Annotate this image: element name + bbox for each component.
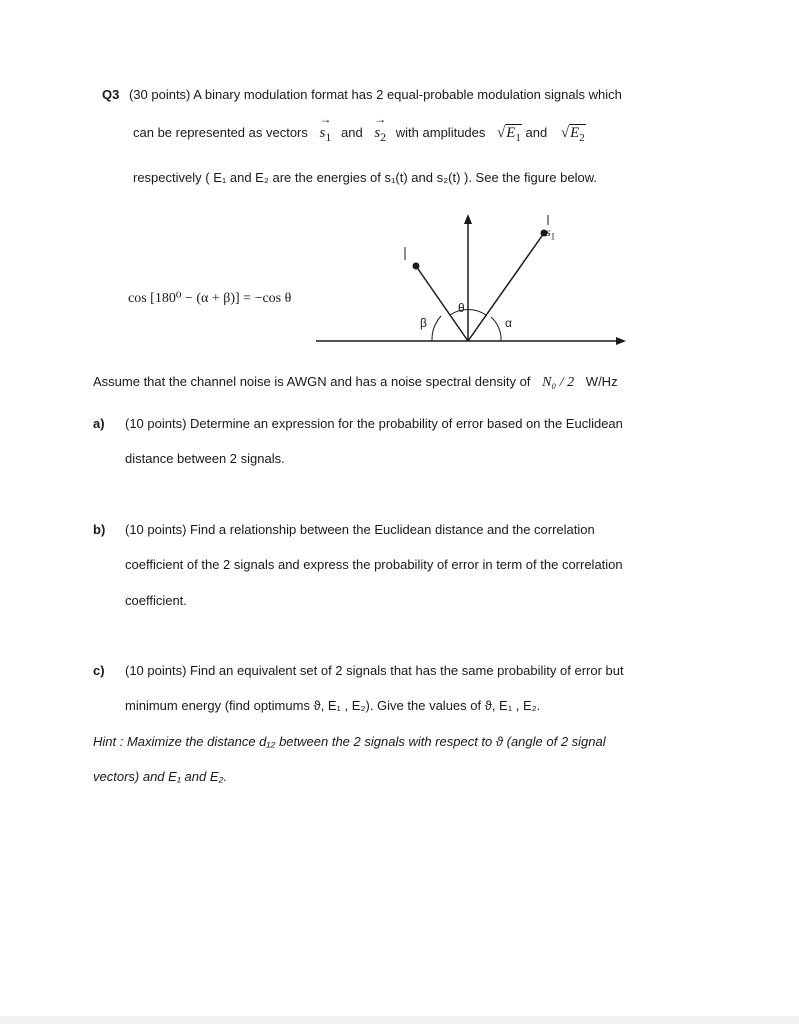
- part-b-label: b): [93, 522, 106, 537]
- vector-s2-point: [413, 263, 420, 270]
- vector-s2: → $s_2$: [374, 125, 386, 145]
- part-c-line1: (10 points) Find an equivalent set of 2 signals that has the same probability of error but: [125, 663, 624, 678]
- sqrt-e1: $√E_1$: [497, 125, 521, 144]
- figure-equation: cos [180⁰ − (α + β)] = −cos θ: [128, 291, 292, 306]
- alpha-label: α: [505, 316, 512, 330]
- beta-label: β: [420, 316, 427, 330]
- vector-s1: → $s_1$: [320, 125, 332, 145]
- vector-diagram: [300, 205, 640, 355]
- s1-diagram-label: $s_1$: [546, 225, 556, 242]
- question-intro-line2: [133, 125, 586, 145]
- hint-line2: vectors) and E₁ and E₂.: [93, 769, 228, 784]
- part-a-line1: (10 points) Determine an expression for the probability of error based on the Euclidean: [125, 416, 623, 431]
- part-b-line1: (10 points) Find a relationship between the Euclidean distance and the correlation: [125, 522, 595, 537]
- question-intro-line1: (30 points) A binary modulation format has 2 equal-probable modulation signals which: [128, 87, 622, 102]
- theta-label: θ: [458, 301, 465, 315]
- and-word-2: and: [525, 125, 548, 140]
- question-number: Q3: [102, 87, 120, 102]
- part-a-line2: distance between 2 signals.: [125, 451, 285, 466]
- noise-text: Assume that the channel noise is AWGN and has a noise spectral density of: [93, 374, 531, 389]
- vertical-axis-arrowhead: [464, 214, 472, 224]
- line2-prefix: can be represented as vectors: [133, 125, 308, 140]
- part-c-line2: minimum energy (find optimums ϑ, E₁ , E₂). Give the values of ϑ, E₁ , E₂.: [125, 698, 541, 713]
- horizontal-axis-arrowhead: [616, 337, 626, 345]
- noise-formula: N₀ / 2: [542, 375, 575, 390]
- with-amplitudes: with amplitudes: [395, 125, 486, 140]
- page-bottom-edge: [0, 1016, 799, 1024]
- part-b-line3: coefficient.: [125, 593, 187, 608]
- noise-unit: W/Hz: [585, 374, 618, 389]
- beta-arc: [432, 316, 441, 341]
- and-word-1: and: [340, 125, 363, 140]
- question-header: [102, 87, 622, 102]
- question-intro-line3: respectively ( E₁ and E₂ are the energies of s₁(t) and s₂(t) ). See the figure below.: [133, 170, 597, 185]
- noise-statement: [93, 374, 618, 391]
- part-b-line2: coefficient of the 2 signals and express the probability of error in term of the correlation: [125, 557, 623, 572]
- part-c-label: c): [93, 663, 105, 678]
- part-a-label: a): [93, 416, 105, 431]
- hint-line1: Hint : Maximize the distance d₁₂ between the 2 signals with respect to ϑ (angle of 2 signal: [93, 734, 606, 749]
- sqrt-e2: $√E_2$: [560, 125, 585, 144]
- alpha-arc: [491, 317, 501, 341]
